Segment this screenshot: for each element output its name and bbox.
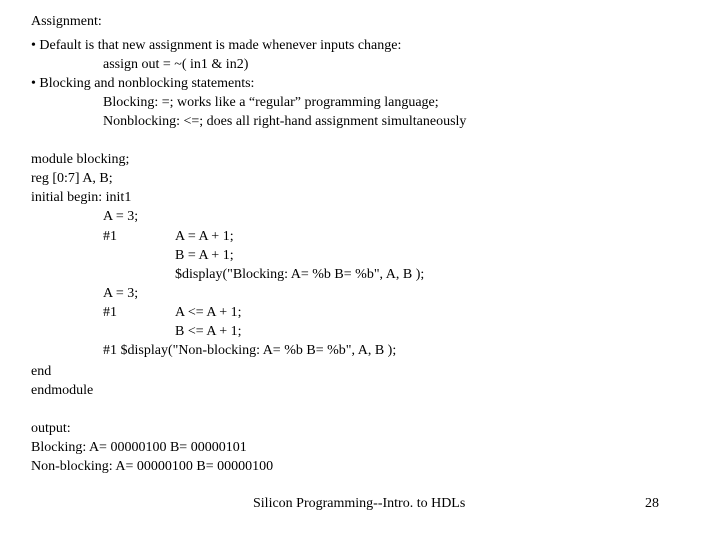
code-end: end xyxy=(31,364,52,379)
code-a-assign-2: A = 3; xyxy=(103,286,139,301)
code-delay-1: #1 xyxy=(103,229,117,244)
code-initial-begin: initial begin: init1 xyxy=(31,190,132,205)
code-display-blocking: $display("Blocking: A= %b B= %b", A, B ); xyxy=(175,267,425,282)
code-module-decl: module blocking; xyxy=(31,152,130,167)
blocking-description: Blocking: =; works like a “regular” programming language; xyxy=(103,95,439,110)
code-a-nonblocking: A <= A + 1; xyxy=(175,305,242,320)
code-b-incr-1: B = A + 1; xyxy=(175,248,234,263)
code-a-assign-1: A = 3; xyxy=(103,209,139,224)
code-endmodule: endmodule xyxy=(31,383,94,398)
assign-example: assign out = ~( in1 & in2) xyxy=(103,57,249,72)
code-a-incr-1: A = A + 1; xyxy=(175,229,234,244)
page-number: 28 xyxy=(645,496,659,511)
bullet-blocking-nonblocking: • Blocking and nonblocking statements: xyxy=(31,76,255,91)
nonblocking-description: Nonblocking: <=; does all right-hand assignment simultaneously xyxy=(103,114,467,129)
code-delay-2: #1 xyxy=(103,305,117,320)
output-label: output: xyxy=(31,421,71,436)
footer-course-title: Silicon Programming--Intro. to HDLs xyxy=(253,496,466,511)
code-display-nonblocking: #1 $display("Non-blocking: A= %b B= %b", A, B ); xyxy=(103,343,397,358)
code-reg-decl: reg [0:7] A, B; xyxy=(31,171,113,186)
code-b-nonblocking: B <= A + 1; xyxy=(175,324,242,339)
assignment-heading: Assignment: xyxy=(31,14,102,29)
output-blocking-result: Blocking: A= 00000100 B= 00000101 xyxy=(31,440,247,455)
bullet-default-assignment: • Default is that new assignment is made whenever inputs change: xyxy=(31,38,402,53)
output-nonblocking-result: Non-blocking: A= 00000100 B= 00000100 xyxy=(31,459,274,474)
